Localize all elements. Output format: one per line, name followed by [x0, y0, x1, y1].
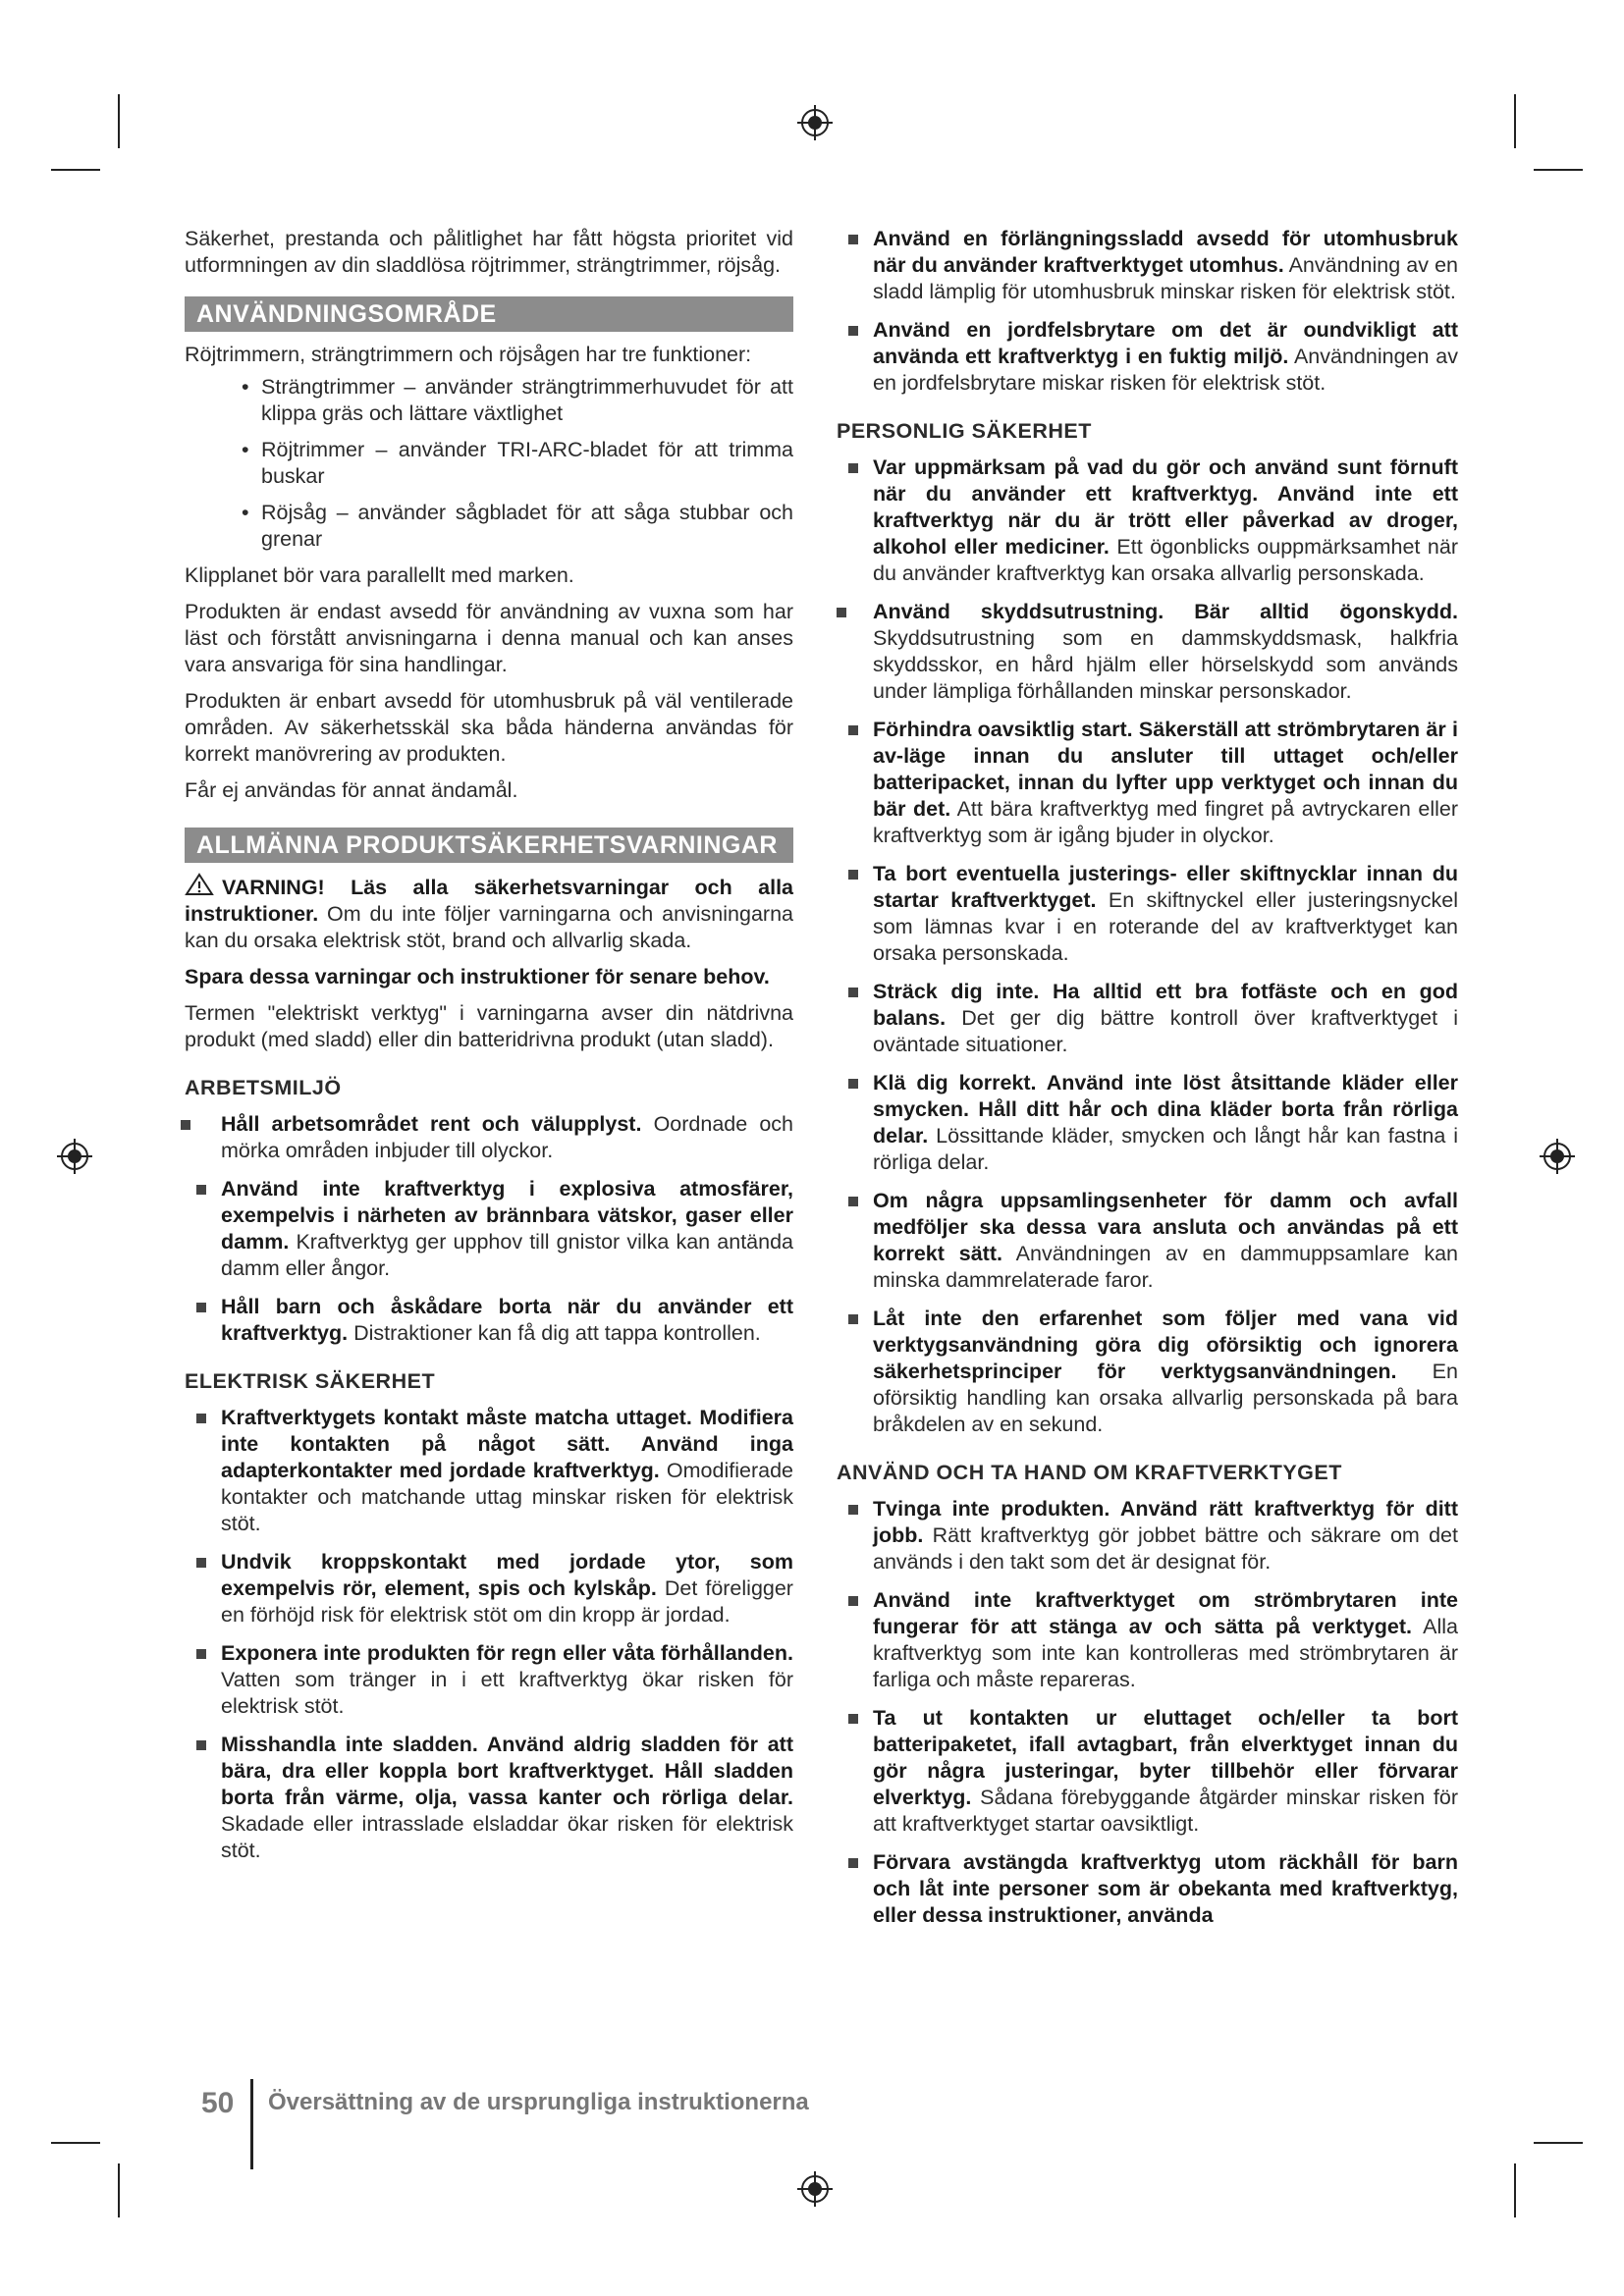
crop-mark: [1514, 2163, 1516, 2217]
list-item: Exponera inte produkten för regn eller våta förhållanden. Vatten som tränger in i ett kraftverktyg ökar risken för elektrisk stöt.: [185, 1640, 793, 1720]
crop-mark: [1514, 94, 1516, 148]
right-column: [837, 226, 1458, 1941]
usage-paragraph: Produkten är enbart avsedd för utomhusbruk på väl ventilerade områden. Av säkerhetsskäl ska båda händerna användas för korrekt manövrering av produkten.: [185, 689, 793, 766]
footer-title: Översättning av de ursprungliga instruktionerna: [268, 2089, 809, 2115]
list-item: Låt inte den erfarenhet som följer med vana vid verktygsanvändning göra dig oförsiktig och ignorera säkerhetsprinciper för verktygsanvändningen. En oförsiktig handling kan orsaka allvarlig personskada på bara bråkdelen av en sekund.: [837, 1306, 1458, 1438]
registration-mark-icon: [795, 103, 835, 142]
usage-heading: ANVÄNDNINGSOMRÅDE: [185, 296, 793, 332]
list-item: Använd en jordfelsbrytare om det är oundvikligt att använda ett kraftverktyg i en fuktig miljö. Användningen av en jordfelsbrytare miskar risken för elektrisk stöt.: [837, 317, 1458, 397]
list-item: Kraftverktygets kontakt måste matcha uttaget. Modifiera inte kontakten på något sätt. Använd inga adapterkontakter med jordade kraftverktyg. Omodifierade kontakter och matchande uttag minskar risken för elektrisk stöt.: [185, 1405, 793, 1537]
term-note: Termen "elektriskt verktyg" i varningarna avser din nätdrivna produkt (med sladd) eller din batteridrivna produkt (utan sladd).: [185, 1001, 793, 1051]
list-item: Undvik kroppskontakt med jordade ytor, som exempelvis rör, element, spis och kylskåp. Det föreligger en förhöjd risk för elektrisk stöt om din kropp är jordad.: [185, 1549, 793, 1629]
page-number: 50: [201, 2087, 235, 2119]
crop-mark: [51, 169, 100, 171]
crop-mark: [1534, 169, 1583, 171]
usage-paragraph: Får ej användas för annat ändamål.: [185, 778, 518, 802]
electrical-heading: ELEKTRISK SÄKERHET: [185, 1369, 436, 1393]
left-column: [185, 226, 793, 1876]
usage-paragraph: Produkten är endast avsedd för användning av vuxna som har läst och förstått anvisningarna i denna manual och kan anses vara ansvariga för sina handlingar.: [185, 600, 793, 676]
list-item: • Röjtrimmer – använder TRI-ARC-bladet för att trimma buskar: [242, 438, 793, 488]
usage-lead: Röjtrimmern, strängtrimmern och röjsågen har tre funktioner:: [185, 343, 752, 366]
list-item: • Röjsåg – använder sågbladet för att såga stubbar och grenar: [242, 501, 793, 551]
list-item: Om några uppsamlingsenheter för damm och avfall medföljer ska dessa vara ansluta och användas på ett korrekt sätt. Användningen av en dammuppsamlare kan minska dammrelaterade faror.: [837, 1188, 1458, 1294]
intro-paragraph: Säkerhet, prestanda och pålitlighet har fått högsta prioritet vid utformningen av din sladdlösa röjtrimmer, strängtrimmer, röjsåg.: [185, 227, 793, 277]
personal-heading: PERSONLIG SÄKERHET: [837, 419, 1092, 443]
crop-mark: [51, 2142, 100, 2144]
functions-list: [185, 374, 793, 553]
warning-triangle-icon: [185, 873, 214, 896]
save-note: Spara dessa varningar och instruktioner för senare behov.: [185, 965, 770, 988]
list-item: Klä dig korrekt. Använd inte löst åtsittande kläder eller smycken. Håll ditt hår och dina kläder borta från rörliga delar. Lössittande kläder, smycken och långt hår kan fastna i rörliga delar.: [837, 1070, 1458, 1176]
list-item: Håll arbetsområdet rent och välupplyst. Oordnade och mörka områden inbjuder till olyckor.: [185, 1111, 793, 1164]
warning-paragraph: VARNING! Läs alla säkerhetsvarningar och alla instruktioner. Om du inte följer varningarna och anvisningarna kan du orsaka elektrisk stöt, brand och allvarlig skada.: [185, 873, 793, 954]
list-item: Använd inte kraftverktyget om strömbrytaren inte fungerar för att stänga av och sätta på verktyget. Alla kraftverktyg som inte kan kontrolleras med strömbrytaren är farliga och måste repareras.: [837, 1587, 1458, 1693]
list-item: Sträck dig inte. Ha alltid ett bra fotfäste och en god balans. Det ger dig bättre kontroll över kraftverktyget i oväntade situationer.: [837, 979, 1458, 1058]
list-item: • Strängtrimmer – använder strängtrimmerhuvudet för att klippa gräs och lättare växtlighet: [242, 375, 793, 425]
registration-mark-icon: [1538, 1137, 1577, 1176]
list-item: Använd en förlängningssladd avsedd för utomhusbruk när du använder kraftverktyget utomhus. Användning av en sladd lämplig för utomhusbruk minskar risken för elektrisk stöt.: [837, 226, 1458, 305]
list-item: Ta ut kontakten ur eluttaget och/eller ta bort batteripaketet, ifall avtagbart, från elverktyget innan du gör några justeringar, byter tillbehör eller förvarar elverktyg. Sådana förebyggande åtgärder minskar risken för att kraftverktyget startar oavsiktligt.: [837, 1705, 1458, 1838]
list-item: Använd skyddsutrustning. Bär alltid ögonskydd. Skyddsutrustning som en dammskyddsmask, halkfria skyddsskor, en hård hjälm eller hörselskydd som används under lämpliga förhållanden minskar personskador.: [837, 599, 1458, 705]
list-item: Misshandla inte sladden. Använd aldrig sladden för att bära, dra eller koppla bort kraftverktyget. Håll sladden borta från värme, olja, vassa kanter och rörliga delar. Skadade eller intrasslade elsladdar ökar risken för elektrisk stöt.: [185, 1732, 793, 1864]
general-warnings-heading: ALLMÄNNA PRODUKTSÄKERHETSVARNINGAR: [185, 828, 793, 863]
workplace-heading: ARBETSMILJÖ: [185, 1076, 342, 1099]
list-item: Håll barn och åskådare borta när du använder ett kraftverktyg. Distraktioner kan få dig att tappa kontrollen.: [185, 1294, 793, 1347]
registration-mark-icon: [55, 1137, 94, 1176]
crop-mark: [1534, 2142, 1583, 2144]
list-item: Förhindra oavsiktlig start. Säkerställ att strömbrytaren är i av-läge innan du ansluter till uttaget och/eller batteripacket, innan du lyfter upp verktyget och innan du bär det. Att bära kraftverktyg med fingret på avtryckaren eller kraftverktyg som är igång bjuder in olyckor.: [837, 717, 1458, 849]
usage-paragraph: Klipplanet bör vara parallellt med marken.: [185, 563, 574, 587]
list-item: Ta bort eventuella justerings- eller skiftnycklar innan du startar kraftverktyget. En skiftnyckel eller justeringsnyckel som lämnas kvar i en roterande del av kraftverktyget kan orsaka personskada.: [837, 861, 1458, 967]
tooluse-heading: ANVÄND OCH TA HAND OM KRAFTVERKTYGET: [837, 1461, 1342, 1484]
crop-mark: [118, 94, 120, 148]
list-item: Var uppmärksam på vad du gör och använd sunt förnuft när du använder ett kraftverktyg. Använd inte ett kraftverktyg när du är trött eller påverkad av droger, alkohol eller mediciner. Ett ögonblicks ouppmärksamhet när du använder kraftverktyg kan orsaka allvarlig personskada.: [837, 454, 1458, 587]
list-item: Tvinga inte produkten. Använd rätt kraftverktyg för ditt jobb. Rätt kraftverktyg gör jobbet bättre och säkrare om det används i den takt som det är designat för.: [837, 1496, 1458, 1575]
list-item: Förvara avstängda kraftverktyg utom räckhåll för barn och låt inte personer som är obekanta med kraftverktyg, eller dessa instruktioner, använda: [837, 1849, 1458, 1929]
crop-mark: [118, 2163, 120, 2217]
footer-divider: [250, 2079, 253, 2169]
list-item: Använd inte kraftverktyg i explosiva atmosfärer, exempelvis i närheten av brännbara vätskor, gaser eller damm. Kraftverktyg ger upphov till gnistor vilka kan antända damm eller ångor.: [185, 1176, 793, 1282]
registration-mark-icon: [795, 2169, 835, 2209]
